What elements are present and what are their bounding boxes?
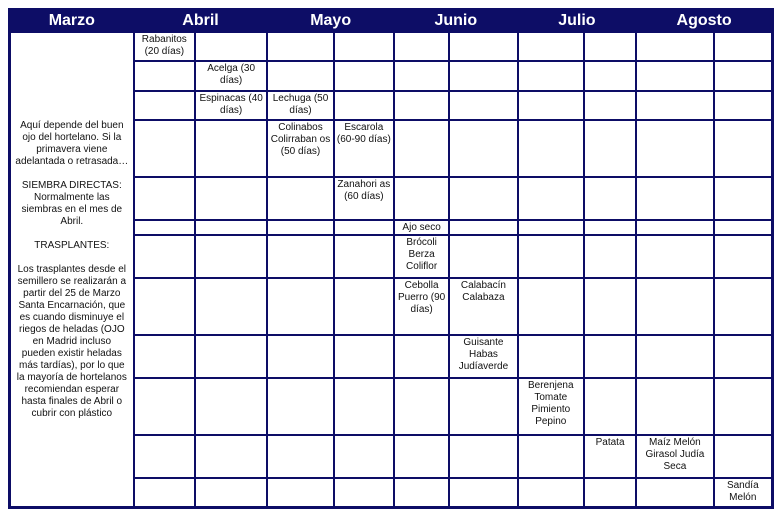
month-header-abril: Abril: [135, 11, 267, 31]
crop-cell-acelga: Acelga (30 días): [196, 62, 266, 89]
table-row: [11, 33, 771, 60]
month-header-julio: Julio: [519, 11, 636, 31]
crop-cell-calabacin: Calabacín Calabaza: [450, 279, 516, 334]
crop-cell-guisante: Guisante Habas Judíaverde: [450, 336, 516, 377]
side-note: Aquí depende del buen ojo del hortelano. Si la primavera viene adelantada o retrasada… SIEMBRA DIRECTAS: Normalmente las siembras en el mes de Abril. TRASPLANTES: Los trasplantes desde el semillero se realizarán a partir del 25 de Marzo Santa Encarnación, que es cuando disminuye el riegos de heladas (OJO en Madrid incluso pueden existir heladas más tardías), por lo que la mayoría de hortelanos recomiendan esperar hasta finales de Abril o cubrir con plástico: [11, 33, 133, 506]
crop-cell-ajo: Ajo seco: [395, 221, 448, 235]
crop-cell-cebolla: Cebolla Puerro (90 días): [395, 279, 448, 334]
crop-cell-espinacas: Espinacas (40 días): [196, 92, 266, 119]
crop-cell-zanahorias: Zanahori as (60 días): [335, 178, 393, 219]
month-header-mayo: Mayo: [268, 11, 393, 31]
month-header-row: [11, 11, 771, 31]
crop-cell-patata: Patata: [585, 436, 635, 477]
month-header-agosto: Agosto: [637, 11, 771, 31]
month-header-junio: Junio: [395, 11, 517, 31]
crop-cell-maiz: Maíz Melón Girasol Judía Seca: [637, 436, 712, 477]
crop-cell-berenjena: Berenjena Tomate Pimiento Pepino: [519, 379, 583, 434]
calendar-frame: [8, 8, 774, 509]
planting-calendar-table: [9, 9, 773, 508]
month-header-marzo: Marzo: [11, 11, 133, 31]
crop-cell-rabanitos: Rabanitos (20 días): [135, 33, 194, 60]
crop-cell-lechuga: Lechuga (50 días): [268, 92, 332, 119]
crop-cell-colinabos: Colinabos Colirraban os (50 días): [268, 121, 332, 176]
crop-cell-brocoli: Brócoli Berza Coliflor: [395, 236, 448, 277]
crop-cell-escarola: Escarola (60-90 días): [335, 121, 393, 176]
crop-cell-sandia: Sandía Melón: [715, 479, 771, 506]
